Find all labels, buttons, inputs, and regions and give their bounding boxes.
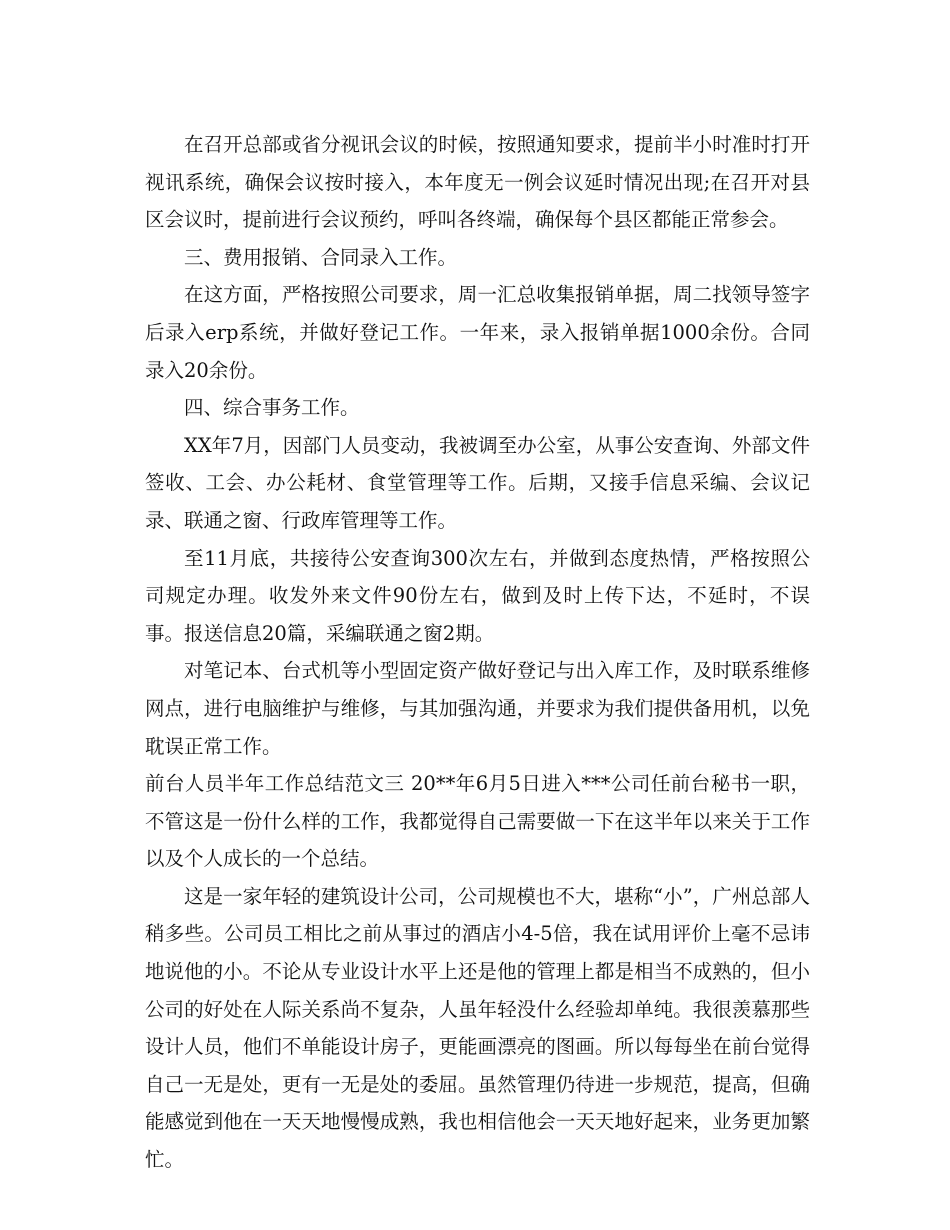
paragraph-summary-intro bbox=[145, 765, 810, 878]
paragraph-video-conference: 在召开总部或省分视讯会议的时候，按照通知要求，提前半小时准时打开视讯系统，确保会议按时接入，本年度无一例会议延时情况出现;在召开对县区会议时，提前进行会议预约，呼叫各终端，确保每个县区都能正常参会。 bbox=[145, 133, 810, 232]
document-body bbox=[145, 126, 810, 1179]
paragraph-expense: 在这方面，严格按照公司要求，周一汇总收集报销单据，周二找领导签字后录入erp系统，并做好登记工作。一年来，录入报销单据1000余份。合同录入20余份。 bbox=[145, 283, 810, 382]
paragraph-transfer: XX年7月，因部门人员变动，我被调至办公室，从事公安查询、外部文件签收、工会、办公耗材、食堂管理等工作。后期，又接手信息采编、会议记录、联通之窗、行政库管理等工作。 bbox=[145, 433, 810, 532]
paragraph-company: 这是一家年轻的建筑设计公司，公司规模也不大，堪称“小”，广州总部人稍多些。公司员工相比之前从事过的酒店小4-5倍，我在试用评价上毫不忌讳地说他的小。不论从专业设计水平上还是他的管理上都是相当不成熟的，但小公司的好处在人际关系尚不复杂，人虽年轻没什么经验却单纯。我很羡慕那些设计人员，他们不单能设计房子，更能画漂亮的图画。所以每每坐在前台觉得自己一无是处，更有一无是处的委屈。虽然管理仍待进一步规范，提高，但确能感觉到他在一天天地慢慢成熟，我也相信他会一天天地好起来，业务更加繁忙。 bbox=[145, 884, 810, 1172]
paragraph-statistics: 至11月底，共接待公安查询300次左右，并做到态度热情，严格按照公司规定办理。收发外来文件90份左右，做到及时上传下达，不延时，不误事。报送信息20篇，采编联通之窗2期。 bbox=[145, 546, 810, 645]
section-heading-general-affairs: 四、综合事务工作。 bbox=[184, 396, 360, 420]
section-heading-expense: 三、费用报销、合同录入工作。 bbox=[184, 245, 458, 269]
article-title: 前台人员半年工作总结范文三 bbox=[145, 772, 405, 796]
paragraph-assets: 对笔记本、台式机等小型固定资产做好登记与出入库工作，及时联系维修网点，进行电脑维护与维修，与其加强沟通，并要求为我们提供备用机，以免耽误正常工作。 bbox=[145, 659, 810, 758]
paragraph-summary-intro-text: 20**年6月5日进入***公司任前台秘书一职，不管这是一份什么样的工作，我都觉得自己需要做一下在这半年以来关于工作以及个人成长的一个总结。 bbox=[145, 772, 810, 871]
